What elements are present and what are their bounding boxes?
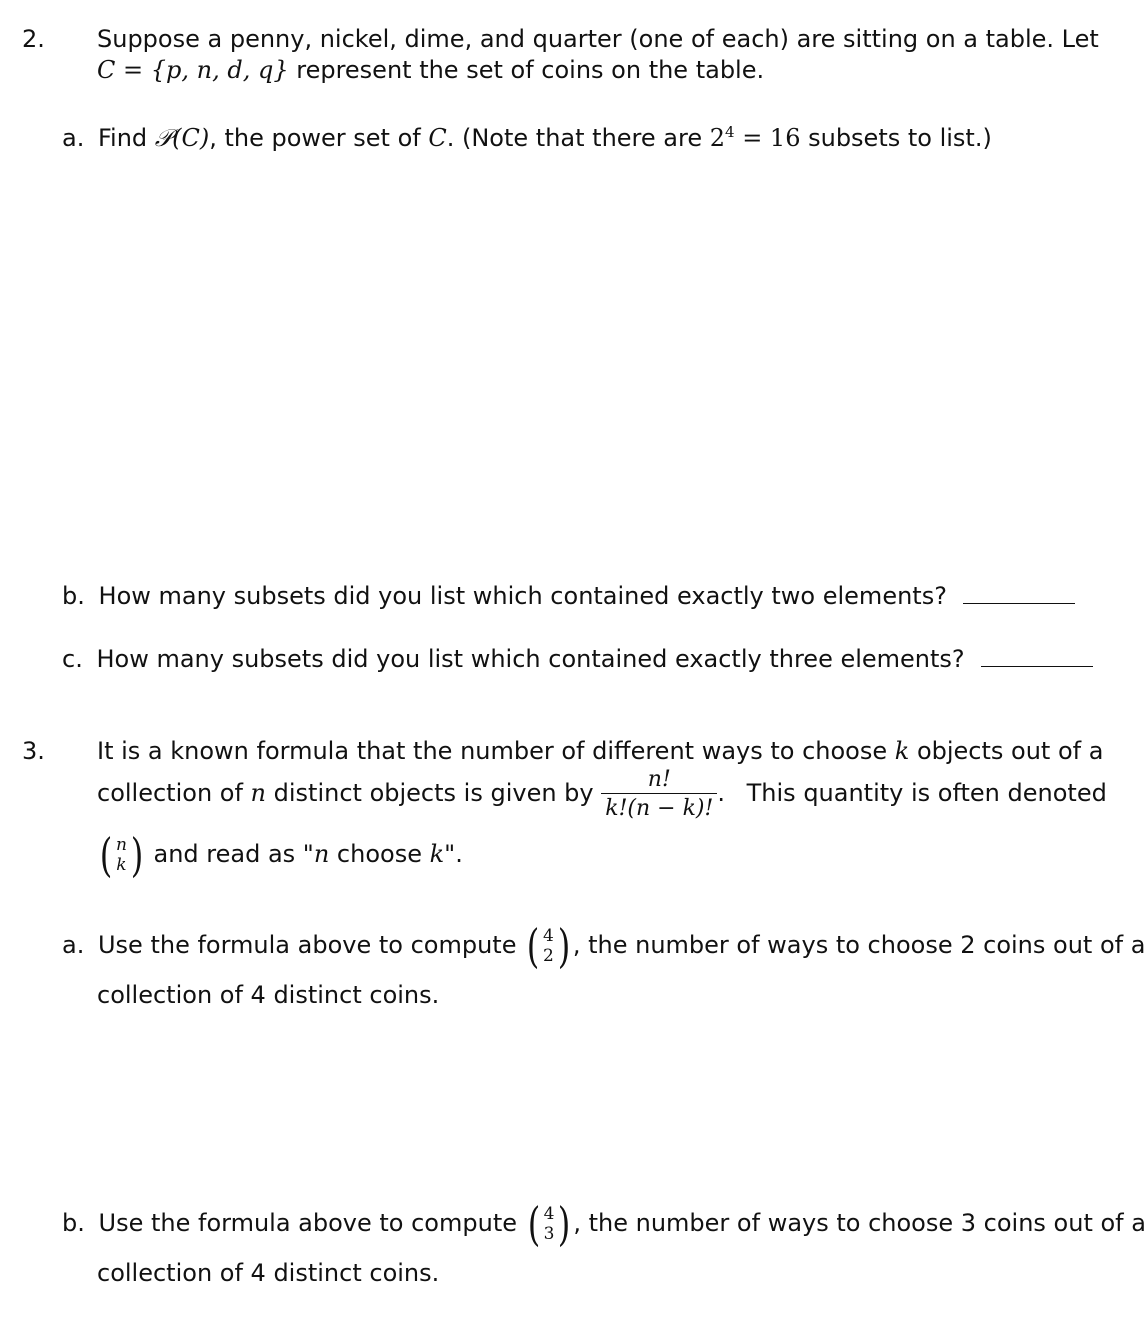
question-2-intro-line1: Suppose a penny, nickel, dime, and quarter (one of each) are sitting on a table. Let <box>97 25 1099 53</box>
coin-set-math: C = {p, n, d, q} <box>97 56 289 84</box>
question-3a-line2: collection of 4 distinct coins. <box>97 981 440 1009</box>
question-2-intro-line2: C = {p, n, d, q} represent the set of coins on the table. <box>97 56 765 84</box>
question-3-number: 3. <box>22 737 45 765</box>
question-2b-label: b. <box>62 582 85 610</box>
question-3b-line2: collection of 4 distinct coins. <box>97 1259 440 1287</box>
binomial-4-3: ( 4 3 ) <box>527 1197 571 1251</box>
question-3a: a. Use the formula above to compute ( 4 2 ) , the number of ways to choose 2 coins out of a <box>62 919 1146 973</box>
combination-formula: $\frac{n!}{k!(n - k)!}$ <box>601 767 717 822</box>
question-2c: c. How many subsets did you list which contained exactly three elements? <box>62 644 1093 674</box>
question-2a-label: a. <box>62 124 85 152</box>
question-3a-label: a. <box>62 931 85 959</box>
question-2b: b. How many subsets did you list which contained exactly two elements? <box>62 581 1075 611</box>
power-set-symbol: 𝒫(C) <box>154 124 210 152</box>
question-3-line1: It is a known formula that the number of different ways to choose k objects out of a <box>97 737 1104 765</box>
question-2-number: 2. <box>22 25 45 53</box>
question-3b: b. Use the formula above to compute ( 4 3 ) , the number of ways to choose 3 coins out of a <box>62 1197 1146 1251</box>
question-3b-label: b. <box>62 1209 85 1237</box>
question-2a: a. Find 𝒫(C), the power set of C. (Note that there are $2^4 = 16$ subsets to list.) <box>62 123 992 152</box>
question-2c-label: c. <box>62 645 83 673</box>
binomial-4-2: ( 4 2 ) <box>526 919 571 973</box>
answer-blank-2c[interactable] <box>981 644 1093 667</box>
binomial-n-k: ( n k ) <box>99 828 144 882</box>
question-3-line2: collection of n distinct objects is given by $\frac{n!}{k!(n - k)!}$ . This quantity is often denoted <box>97 766 1107 821</box>
answer-blank-2b[interactable] <box>963 581 1075 604</box>
question-3-line3: ( n k ) and read as "n choose k". <box>97 826 463 882</box>
